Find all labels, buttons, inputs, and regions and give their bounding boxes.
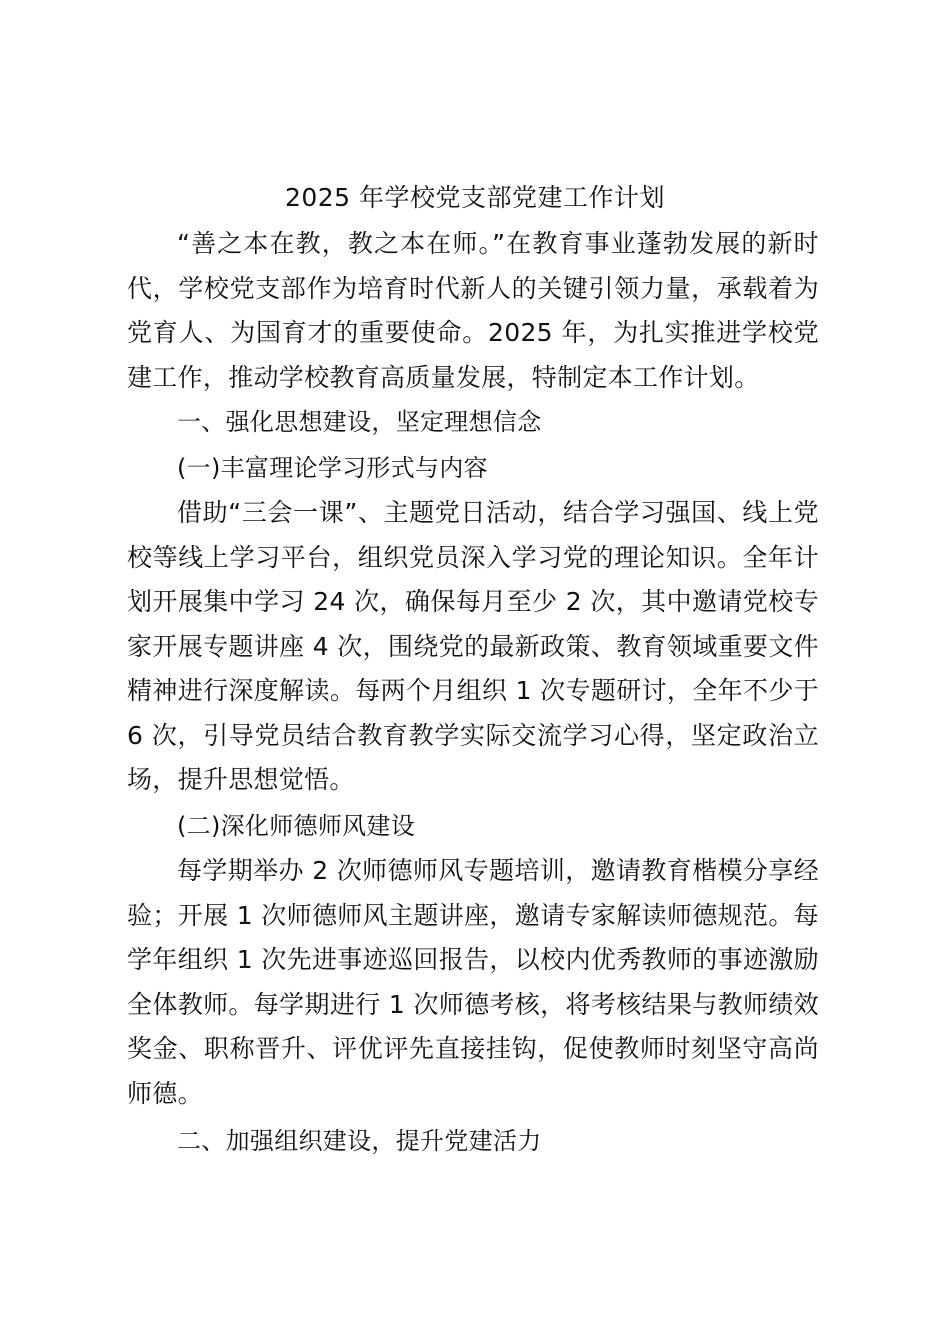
subsection-1-heading-block — [127, 446, 819, 491]
document-title: 2025 年学校党支部党建工作计划 — [284, 183, 666, 212]
intro-paragraph: “善之本在教，教之本在师。”在教育事业蓬勃发展的新时代，学校党支部作为培育时代新人的关键引领力量，承载着为党育人、为国育才的重要使命。2025 年，为扎实推进学校党建工作，推动学校教育高质量发展，特制定本工作计划。 — [127, 229, 819, 392]
subsection-2-heading: (二)深化师德师风建设 — [177, 812, 416, 840]
section-2-heading-block — [127, 1119, 819, 1164]
section-1-heading-block — [127, 400, 819, 445]
subsection-1-paragraph: 借助“三会一课”、主题党日活动，结合学习强国、线上党校等线上学习平台，组织党员深入学习党的理论知识。全年计划开展集中学习 24 次，确保每月至少 2 次，其中邀请党校专家开展专题讲座 4 次，围绕党的最新政策、教育领域重要文件精神进行深度解读。每两个月组织 1 次专题研讨，全年不少于 6 次，引导党员结合教育教学实际交流学习心得，坚定政治立场，提升思想觉悟。 — [127, 498, 819, 794]
subsection-1-body-block — [127, 491, 819, 803]
subsection-2-paragraph: 每学期举办 2 次师德师风专题培训，邀请教育楷模分享经验；开展 1 次师德师风主题讲座，邀请专家解读师德规范。每学年组织 1 次先进事迹巡回报告，以校内优秀教师的事迹激励全体教师。每学期进行 1 次师德考核，将考核结果与教师绩效奖金、职称晋升、评优评先直接挂钩，促使教师时刻坚守高尚师德。 — [127, 856, 819, 1108]
subsection-2-body-block — [127, 849, 819, 1116]
subsection-1-heading: (一)丰富理论学习形式与内容 — [177, 454, 488, 482]
section-1-heading: 一、强化思想建设，坚定理想信念 — [177, 408, 542, 436]
intro-section — [127, 222, 819, 400]
subsection-2-heading-block — [127, 804, 819, 849]
section-2-heading: 二、加强组织建设，提升党建活力 — [177, 1127, 542, 1155]
